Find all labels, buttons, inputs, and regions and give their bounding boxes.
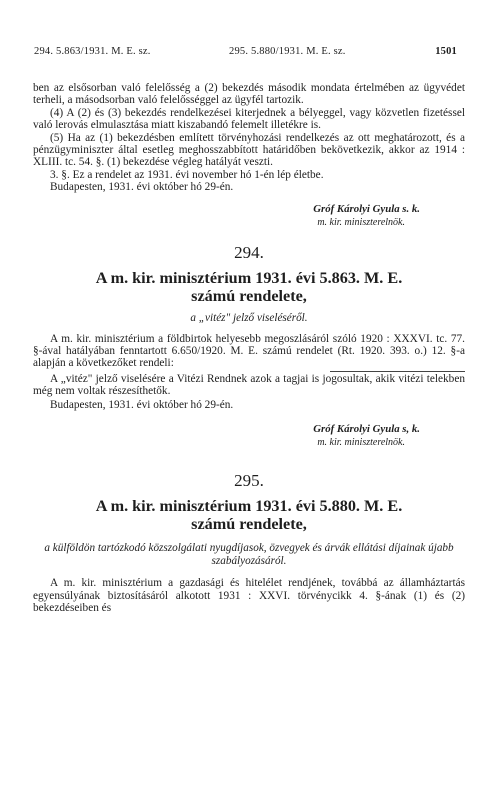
section-294-heading-line1: A m. kir. minisztérium 1931. évi 5.863. M. E. — [95, 268, 403, 287]
page-number: 1501 — [435, 46, 457, 57]
section-294-signature-name: Gróf Károlyi Gyula s, k. — [313, 423, 420, 436]
signature-name: Gróf Károlyi Gyula s. k. — [313, 202, 420, 215]
section-number-294: 294. — [234, 242, 264, 262]
section-294-paragraph-2: A „vitéz" jelző viselésére a Vitézi Rendnek azok a tagjai is jogosultak, akik vitézi telekben még nem voltak részesíthetők. — [33, 372, 465, 398]
section-295-heading-line2: számú rendelete, — [191, 515, 307, 534]
header-left-reference: 294. 5.863/1931. M. E. sz. — [34, 46, 151, 57]
paragraph-section-3: 3. §. Ez a rendelet az 1931. évi november hó 1-én lép életbe. — [50, 168, 324, 181]
section-294-date: Budapesten, 1931. évi október hó 29-én. — [50, 398, 234, 411]
section-294-subject: a „vitéz" jelző viseléséről. — [190, 311, 308, 324]
paragraph-5: (5) Ha az (1) bekezdésben említett törvényhozási rendelkezés az ott meghatározott, és a pénzügyminiszter által esetleg meghosszabbított határidőben bekövetkezik, akkor az 1914 : XLIII. tc. 54. §. (1) bekezdése végleg hatályát veszti. — [33, 131, 465, 169]
page-header — [34, 46, 457, 62]
section-295-heading-line1: A m. kir. minisztérium 1931. évi 5.880. M. E. — [95, 497, 403, 516]
paragraph-continuation: ben az elsősorban való felelősség a (2) bekezdés második mondata értelmében az ügyvédet terheli, a másodsorban való felelősséggel az ügyfél tartozik. — [33, 82, 465, 107]
section-294-heading-line2: számú rendelete, — [191, 286, 307, 305]
divider-rule — [330, 371, 465, 372]
section-294-signature-title: m. kir. miniszterelnök. — [317, 437, 405, 449]
signature-title: m. kir. miniszterelnök. — [317, 216, 405, 228]
signature-block — [33, 203, 465, 229]
section-294-signature-block — [33, 423, 465, 449]
header-middle-reference: 295. 5.880/1931. M. E. sz. — [229, 46, 346, 57]
page-content — [33, 82, 465, 614]
section-number-295: 295. — [234, 471, 264, 491]
date-line: Budapesten, 1931. évi október hó 29-én. — [50, 181, 234, 194]
section-295-paragraph-1: A m. kir. minisztérium a gazdasági és hitelélet rendjének, továbbá az államháztartás egyensúlyának biztosításáról alkotott 1931 : XXVI. törvénycikk 4. §-ának (1) és (2) bekezdéseiben és — [33, 577, 465, 614]
section-295-subject: a külföldön tartózkodó közszolgálati nyugdíjasok, özvegyek és árvák ellátási díjainak újabb szabályozásáról. — [44, 542, 454, 568]
section-294-paragraph-1: A m. kir. minisztérium a földbirtok helyesebb megoszlásáról szóló 1920 : XXXVI. tc. 77. §-ával hatályában fenntartott 6.650/1920. M. E. számú rendelet (Rt. 1920. 393. o.) 12. §-a alapján a következőket rendeli: — [33, 332, 465, 370]
paragraph-4: (4) A (2) és (3) bekezdés rendelkezései kiterjednek a bélyeggel, vagy közvetlen fizetéssel való lerovás elmulasztása miatt kiszabandó felemelt illetékre is. — [33, 106, 465, 132]
